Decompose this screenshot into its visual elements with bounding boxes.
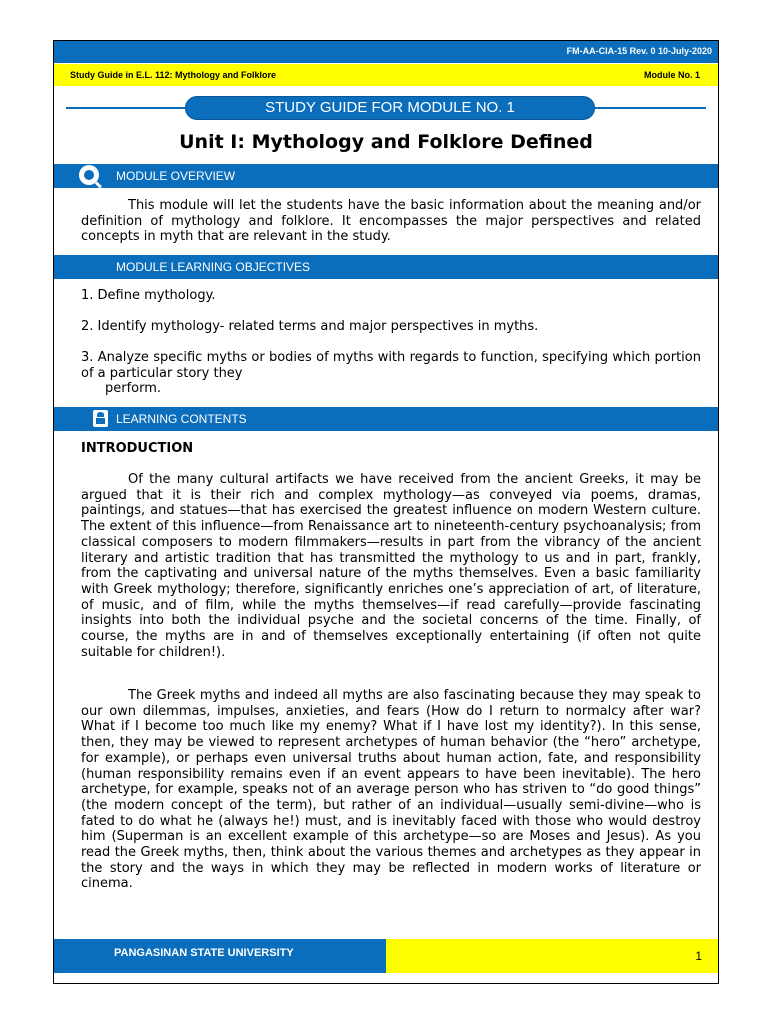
magnifier-icon <box>79 165 99 185</box>
learning-objectives-header <box>54 255 718 279</box>
module-overview-text: This module will let the students have the basic information about the meaning and/or definition of mythology and folklore. It encompasses the major perspectives and related concepts in myth that are relevant in the study. <box>81 198 701 245</box>
objective-item: 3. Analyze specific myths or bodies of myths with regards to function, specifying which portion of a particular story they <box>81 350 701 381</box>
footer-page-bar <box>386 939 718 973</box>
unit-title: Unit I: Mythology and Folklore Defined <box>179 131 593 153</box>
objective-item: 1. Define mythology. <box>81 288 216 303</box>
module-number: Module No. 1 <box>644 70 700 80</box>
document-id: FM-AA-CIA-15 Rev. 0 10-July-2020 <box>566 46 712 56</box>
objective-item-continued: perform. <box>105 381 162 396</box>
module-overview-heading: MODULE OVERVIEW <box>116 169 236 183</box>
objective-item: 2. Identify mythology- related terms and major perspectives in myths. <box>81 319 539 334</box>
learning-contents-heading: LEARNING CONTENTS <box>116 412 247 426</box>
footer-university-bar <box>54 939 386 973</box>
introduction-heading: INTRODUCTION <box>81 441 194 456</box>
introduction-paragraph-2: The Greek myths and indeed all myths are also fascinating because they may speak to our own dilemmas, impulses, anxieties, and fears (How do I return to normalcy after war? What if I become too much like my enemy? What if I have lost my identity?). In this sense, then, they may be viewed to represent archetypes of human behavior (the “hero” archetype, for example), or perhaps even universal truths about human action, fate, and responsibility (human responsibility remains even if an event appears to have been inevitable). The hero archetype, for example, speaks not of an average person who has striven to “do good things” (the modern concept of the term), but rather of an individual—usually semi-divine—who is fated to do what he (always he!) must, and is inevitably faced with those who would destroy him (Superman is an excellent example of this archetype—so are Moses and Jesus). As you read the Greek myths, then, think about the various themes and archetypes as they appear in the story and the ways in which they may be reflected in modern works of literature or cinema. <box>81 688 701 892</box>
page-number: 1 <box>695 949 702 963</box>
module-title-pill: STUDY GUIDE FOR MODULE NO. 1 <box>185 96 595 120</box>
learning-contents-header <box>54 407 718 431</box>
document-icon <box>93 410 108 427</box>
introduction-paragraph-1: Of the many cultural artifacts we have received from the ancient Greeks, it may be argued that it is their rich and complex mythology—as conveyed via poems, dramas, paintings, and statues—that has exercised the greatest influence on modern Western culture. The extent of this influence—from Renaissance art to nineteenth-century psychoanalysis; from classical composers to modern filmmakers—results in part from the vibrancy of the ancient literary and artistic tradition that has transmitted the mythology to us and in part, frankly, from the captivating and universal nature of the myths themselves. Even a basic familiarity with Greek mythology; therefore, significantly enriches one’s appreciation of art, of literature, of music, and of film, while the myths themselves—if read carefully—provide fascinating insights into both the individual psyche and the societal concerns of the time. Finally, of course, the myths are in and of themselves exceptionally entertaining (if often not quite suitable for children!). <box>81 472 701 660</box>
module-overview-header <box>54 164 718 188</box>
top-header-bar <box>54 41 718 63</box>
learning-objectives-heading: MODULE LEARNING OBJECTIVES <box>116 260 311 274</box>
study-guide-title: Study Guide in E.L. 112: Mythology and Folklore <box>70 70 277 80</box>
university-name: PANGASINAN STATE UNIVERSITY <box>114 947 294 959</box>
document-page <box>53 40 719 984</box>
subheader-bar <box>54 64 718 86</box>
